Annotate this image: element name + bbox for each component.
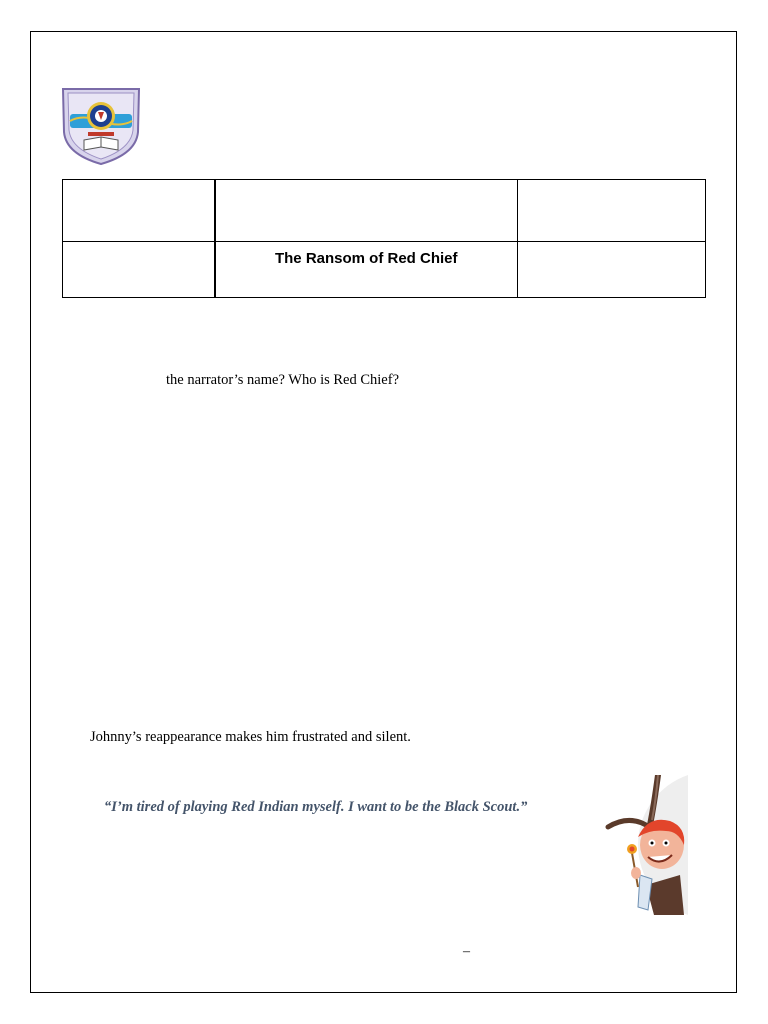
footer-dash: – xyxy=(463,944,470,959)
red-chief-cartoon xyxy=(588,775,700,920)
answer-text: Johnny’s reappearance makes him frustrated and silent. xyxy=(90,729,411,745)
lesson-title: The Ransom of Red Chief xyxy=(215,242,518,298)
header-table xyxy=(62,179,706,298)
header-cell-empty xyxy=(215,180,518,242)
header-row-title xyxy=(63,242,706,298)
question-text: the narrator’s name? Who is Red Chief? xyxy=(166,372,399,388)
header-cell-empty xyxy=(518,180,706,242)
header-row-top xyxy=(63,180,706,242)
header-cell-empty xyxy=(63,242,215,298)
character-quote: “I’m tired of playing Red Indian myself. I want to be the Black Scout.” xyxy=(104,799,528,815)
header-cell-empty xyxy=(63,180,215,242)
header-cell-empty xyxy=(518,242,706,298)
school-crest-icon xyxy=(60,84,142,166)
